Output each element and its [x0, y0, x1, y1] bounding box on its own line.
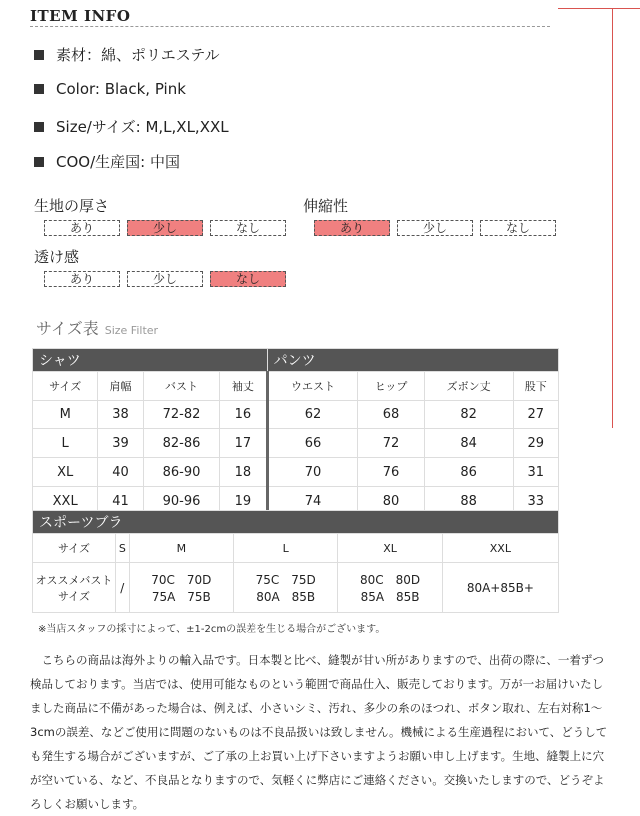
sheer-options — [44, 271, 293, 287]
bra-table: スポーツブラ サイズ S M L XL XXL オススメバスト サイズ / 70C 70D 75A 75B 75C 75D 80A 85B 80C 80D 85A 85B 80A+85B+ — [32, 510, 559, 613]
table-row: オススメバスト サイズ / 70C 70D 75A 75B 75C 75D 80A 85B 80C 80D 85A 85B 80A+85B+ — [33, 563, 559, 613]
bullet-icon — [34, 122, 44, 132]
size-table — [32, 348, 559, 516]
option-ari: あり — [314, 220, 390, 236]
size-table-title: サイズ表 Size Filter — [36, 319, 159, 338]
title-divider — [30, 26, 550, 27]
info-coo: COO/生産国: 中国 — [34, 151, 180, 172]
col-header: 袖丈 — [220, 372, 267, 401]
option-nashi: なし — [210, 220, 286, 236]
corner-line-h — [558, 8, 640, 9]
section-title: ITEM INFO — [30, 7, 131, 25]
option-sukoshi: 少し — [127, 220, 203, 236]
col-header: ヒップ — [358, 372, 424, 401]
col-header: 股下 — [513, 372, 558, 401]
table-row: XXL 41 90-96 19 74 80 88 33 — [33, 487, 559, 516]
sheer-label: 透け感 — [34, 248, 80, 266]
shirt-header: シャツ — [33, 349, 268, 372]
option-ari: あり — [44, 220, 120, 236]
info-material: 素材：綿、ポリエステル — [34, 44, 220, 65]
bullet-icon — [34, 50, 44, 60]
stretch-options — [314, 220, 563, 236]
col-header: 肩幅 — [98, 372, 143, 401]
option-sukoshi: 少し — [397, 220, 473, 236]
thickness-label: 生地の厚さ — [34, 197, 110, 215]
info-size: Size/サイズ: M,L,XL,XXL — [34, 116, 229, 137]
stretch-label: 伸縮性 — [303, 197, 349, 215]
col-header: ウエスト — [267, 372, 358, 401]
table-row: XL 40 86-90 18 70 76 86 31 — [33, 458, 559, 487]
measurement-note: ※当店スタッフの採寸によって、±1-2cmの誤差を生じる場合がございます。 — [38, 624, 386, 635]
option-nashi: なし — [480, 220, 556, 236]
bra-header: スポーツブラ — [33, 511, 559, 534]
corner-line-v — [612, 8, 613, 428]
option-ari: あり — [44, 271, 120, 287]
thickness-options — [44, 220, 293, 236]
option-nashi: なし — [210, 271, 286, 287]
pants-header: パンツ — [267, 349, 558, 372]
bullet-icon — [34, 84, 44, 94]
col-header: バスト — [143, 372, 220, 401]
info-color: Color: Black, Pink — [34, 80, 186, 98]
col-header: サイズ — [33, 372, 98, 401]
table-row: L 39 82-86 17 66 72 84 29 — [33, 429, 559, 458]
option-sukoshi: 少し — [127, 271, 203, 287]
disclaimer-paragraph: こちらの商品は海外よりの輸入品です。日本製と比べ、縫製が甘い所がありますので、出荷の際に、一着ずつ検品しております。当店では、使用可能なものという範囲で商品仕入、販売しております。万が一お届けいたしました商品に不備があった場合は、例えば、小さいシミ、汚れ、多少の糸のほつれ、ボタン取れ、左右対称1～3cmの誤差、などご使用に問題のないものは不良品扱いは致しません。機械による生産過程において、どうしても発生する場合がございますが、ご了承の上お買い上げ下さいますようお願い申し上げます。生地、縫製上に穴が空いている、など、不良品となりますので、気軽くに弊店にご連絡ください。交換いたしますので、どうぞよろしくお願いします。 — [30, 653, 608, 811]
bullet-icon — [34, 157, 44, 167]
table-row: M 38 72-82 16 62 68 82 27 — [33, 401, 559, 429]
col-header: ズボン丈 — [424, 372, 513, 401]
